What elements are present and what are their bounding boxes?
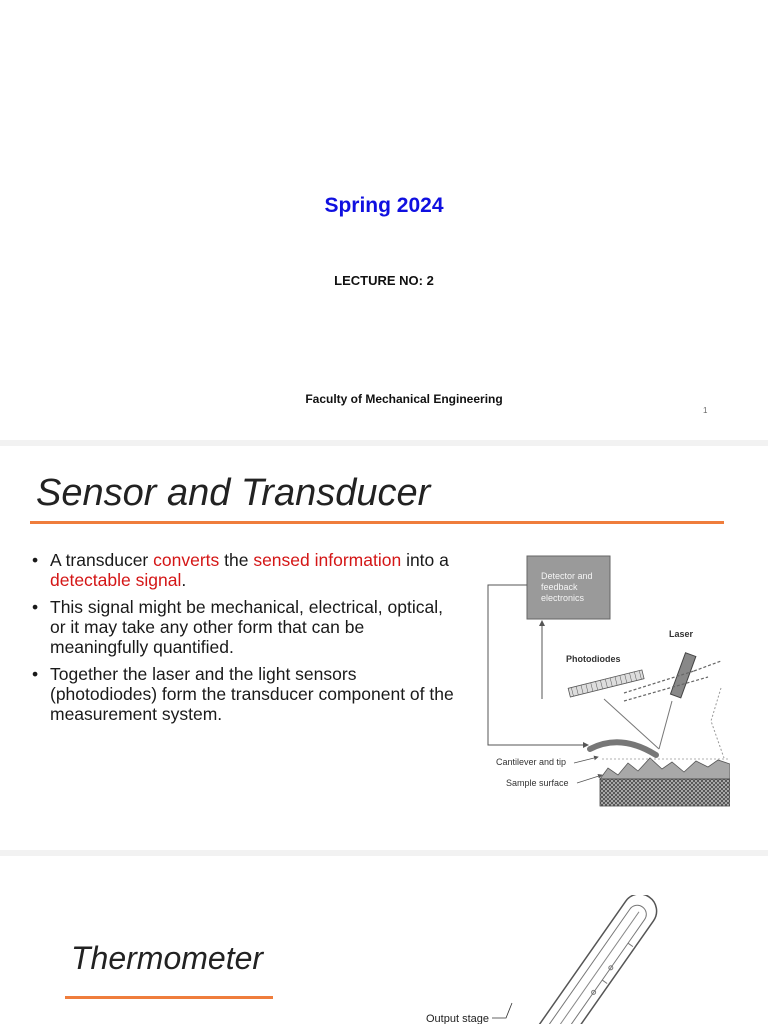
lecture-number: LECTURE NO: 2: [334, 273, 434, 288]
afm-diagram: [486, 553, 730, 813]
svg-text:Cantilever and tip: Cantilever and tip: [496, 757, 567, 767]
slide-divider: [0, 440, 768, 446]
bullet-item: • Together the laser and the light sensors (photodiodes) form the transducer component of the measurement system.: [30, 664, 460, 724]
title-underline: [65, 996, 273, 999]
title-slide: [0, 0, 768, 440]
section-title: Thermometer: [71, 940, 264, 976]
thermometer-diagram: [420, 895, 660, 1024]
cantilever: [590, 742, 656, 755]
photodiode-array: [568, 670, 644, 697]
svg-text:Output stage: Output stage: [426, 1013, 489, 1024]
sample-surface: [600, 758, 730, 779]
svg-text:feedback: feedback: [541, 582, 578, 592]
bullet-list: [30, 550, 460, 731]
laser-icon: [670, 653, 695, 698]
svg-text:electronics: electronics: [541, 593, 585, 603]
svg-text:Detector and: Detector and: [541, 571, 593, 581]
page-number: 1: [703, 406, 708, 415]
title-underline: [30, 521, 724, 524]
svg-text:Laser: Laser: [669, 629, 694, 639]
slide-divider: [0, 850, 768, 856]
bullet-item: • This signal might be mechanical, electrical, optical, or it may take any other form that can be meaningfully quantified.: [30, 597, 460, 657]
svg-text:Photodiodes: Photodiodes: [566, 654, 621, 664]
section-title: Sensor and Transducer: [36, 472, 431, 514]
bullet-item: • A transducer converts the sensed information into a detectable signal.: [30, 550, 460, 590]
svg-text:Sample surface: Sample surface: [506, 778, 569, 788]
faculty-name: Faculty of Mechanical Engineering: [305, 392, 503, 406]
slide-title: Spring 2024: [324, 194, 444, 217]
